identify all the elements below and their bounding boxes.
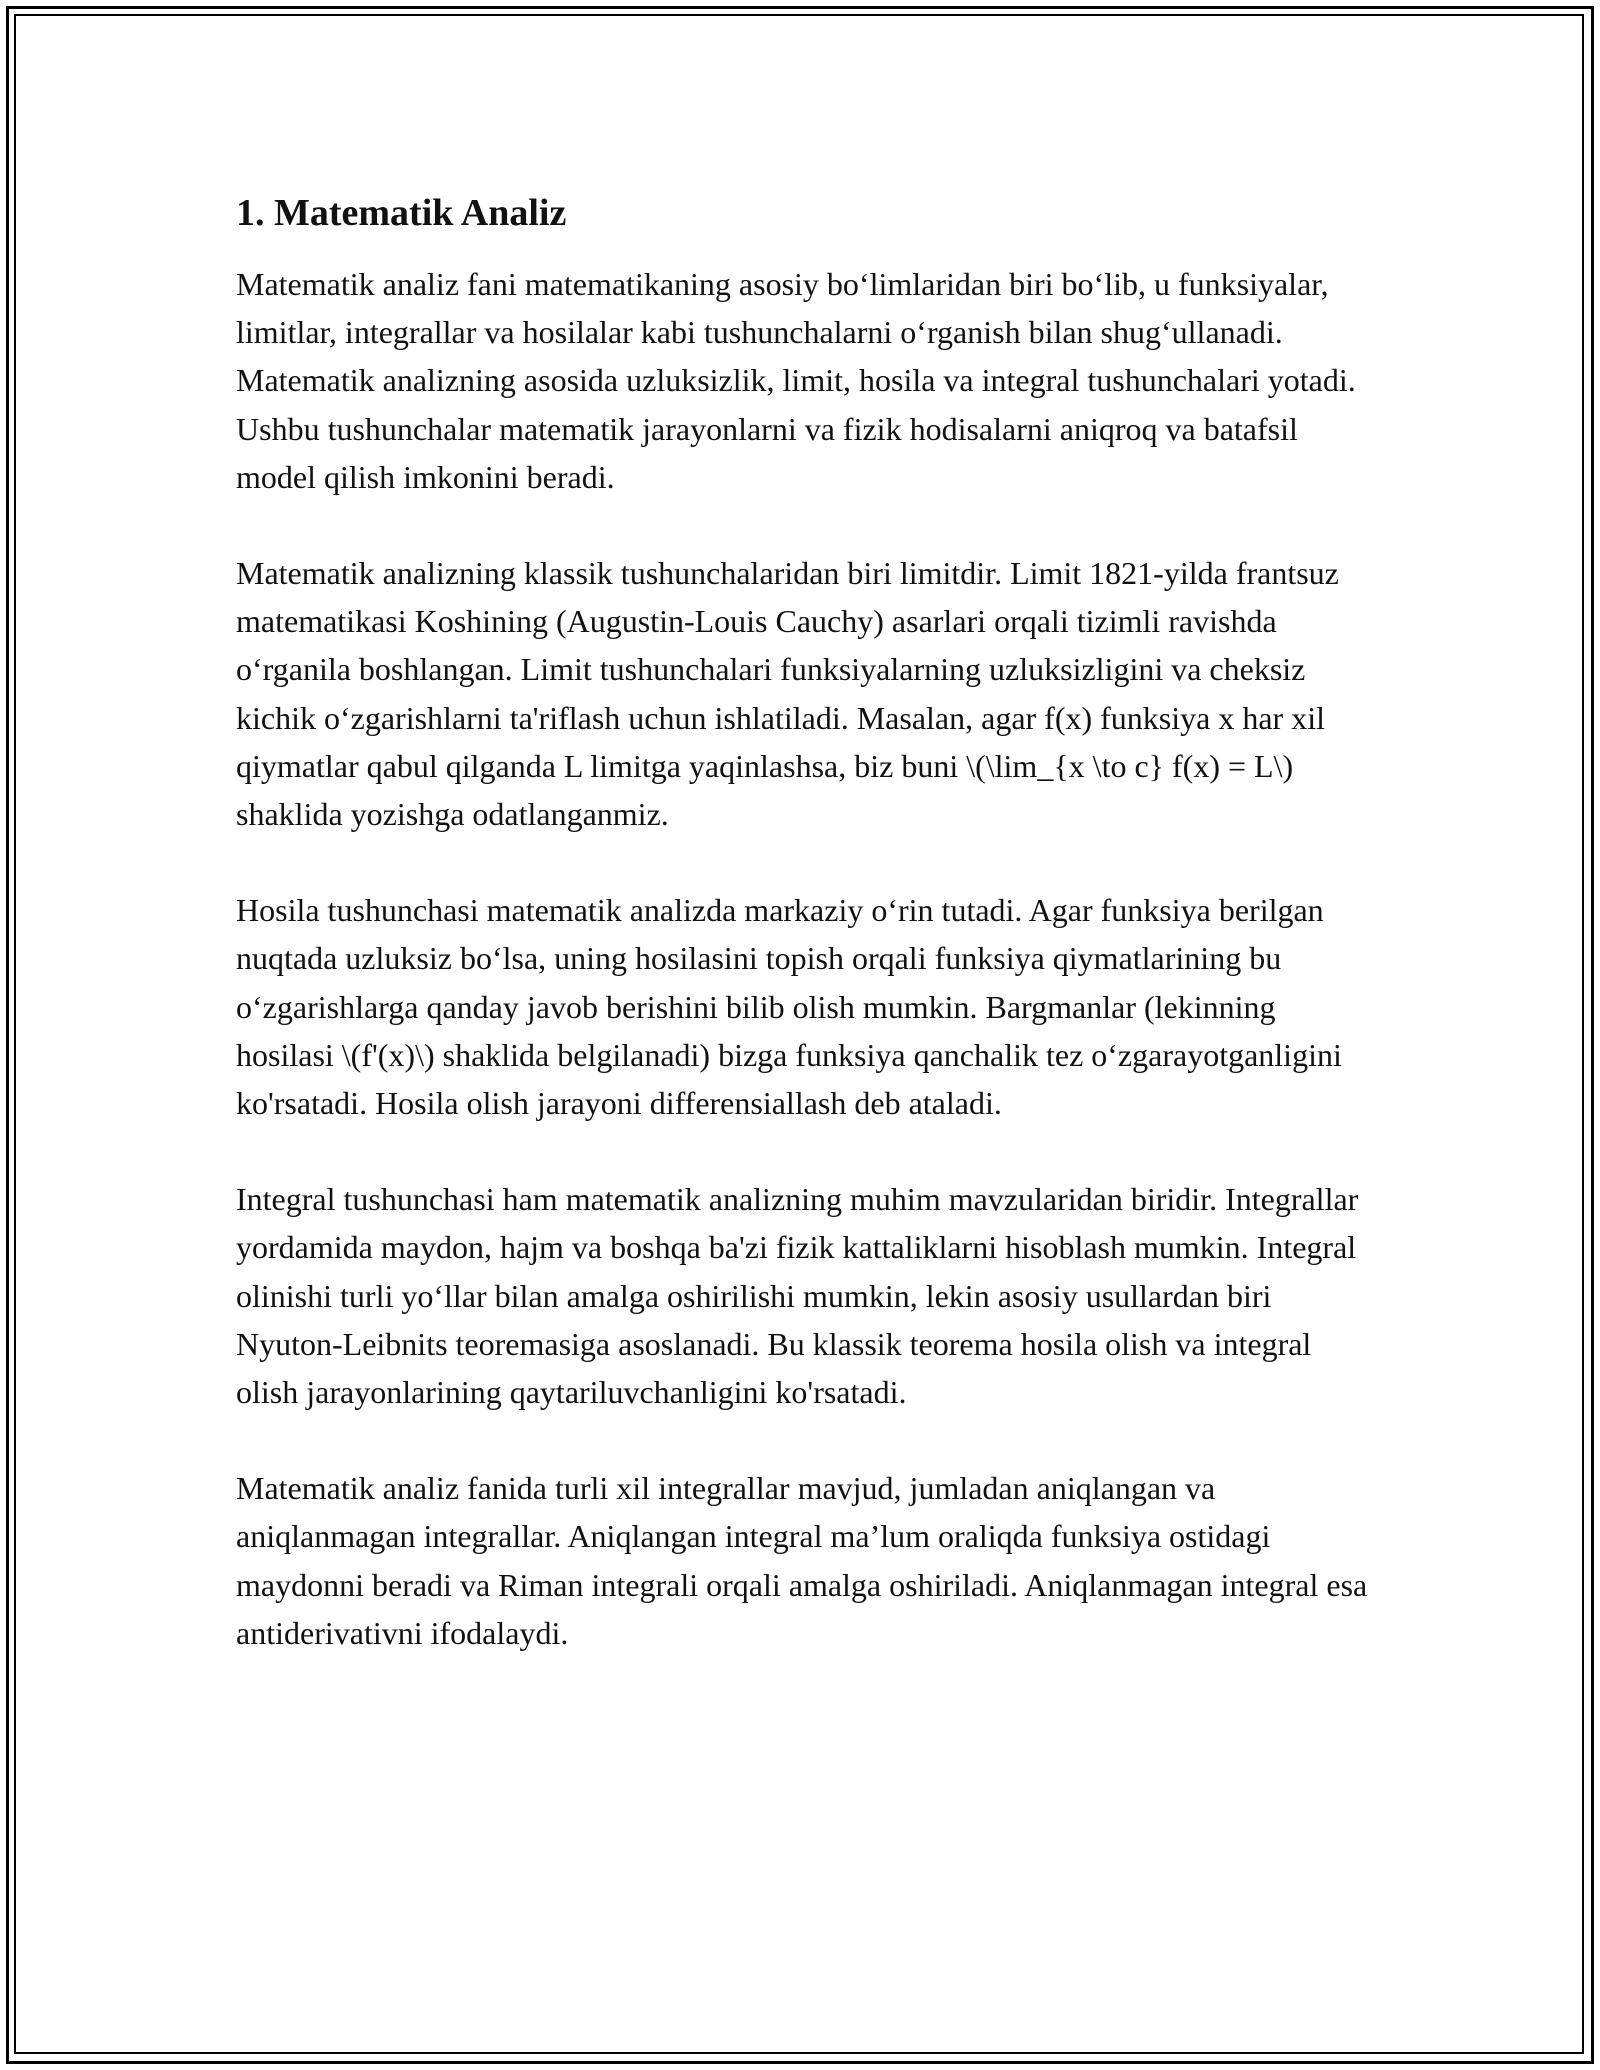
paragraph-integral: Integral tushunchasi ham matematik analizning muhim mavzularidan biridir. Integrallar yordamida maydon, hajm va boshqa ba'zi fizik kattaliklarni hisoblash mumkin. Integral olinishi turli yo‘llar bilan amalga oshirilishi mumkin, lekin asosiy usullardan biri Nyuton-Leibnits teoremasiga asoslanadi. Bu klassik teorema hosila olish va integral olish jarayonlarining qaytariluvchanligini ko'rsatadi. [236,1181,1359,1411]
document-content [236,188,1372,1705]
paragraph-limit: Matematik analizning klassik tushunchalaridan biri limitdir. Limit 1821-yilda frantsuz matematikasi Koshining (Augustin-Louis Cauchy) asarlari orqali tizimli ravishda o‘rganila boshlangan. Limit tushunchalari funksiyalarning uzluksizligini va cheksiz kichik o‘zgarishlarni ta'riflash uchun ishlatiladi. Masalan, agar f(x) funksiya x har xil qiymatlar qabul qilganda L limitga yaqinlashsa, biz buni \(\lim_{x \to c} f(x) = L\) shaklida yozishga odatlanganmiz. [236,555,1339,833]
paragraph-derivative: Hosila tushunchasi matematik analizda markaziy o‘rin tutadi. Agar funksiya berilgan nuqtada uzluksiz bo‘lsa, uning hosilasini topish orqali funksiya qiymatlarining bu o‘zgarishlarga qanday javob berishini bilib olish mumkin. Bargmanlar (lekinning hosilasi \(f'(x)\) shaklida belgilanadi) bizga funksiya qanchalik tez o‘zgarayotganligini ko'rsatadi. Hosila olish jarayoni differensiallash deb ataladi. [236,892,1342,1122]
paragraph-integral-types: Matematik analiz fanida turli xil integrallar mavjud, jumladan aniqlangan va aniqlanmagan integrallar. Aniqlangan integral ma’lum oraliqda funksiya ostidagi maydonni beradi va Riman integrali orqali amalga oshiriladi. Aniqlanmagan integral esa antiderivativni ifodalaydi. [236,1470,1368,1651]
section-heading: 1. Matematik Analiz [236,192,567,234]
paragraph-intro: Matematik analiz fani matematikaning asosiy bo‘limlaridan biri bo‘lib, u funksiyalar, limitlar, integrallar va hosilalar kabi tushunchalarni o‘rganish bilan shug‘ullanadi. Matematik analizning asosida uzluksizlik, limit, hosila va integral tushunchalari yotadi. Ushbu tushunchalar matematik jarayonlarni va fizik hodisalarni aniqroq va batafsil model qilish imkonini beradi. [236,266,1356,495]
